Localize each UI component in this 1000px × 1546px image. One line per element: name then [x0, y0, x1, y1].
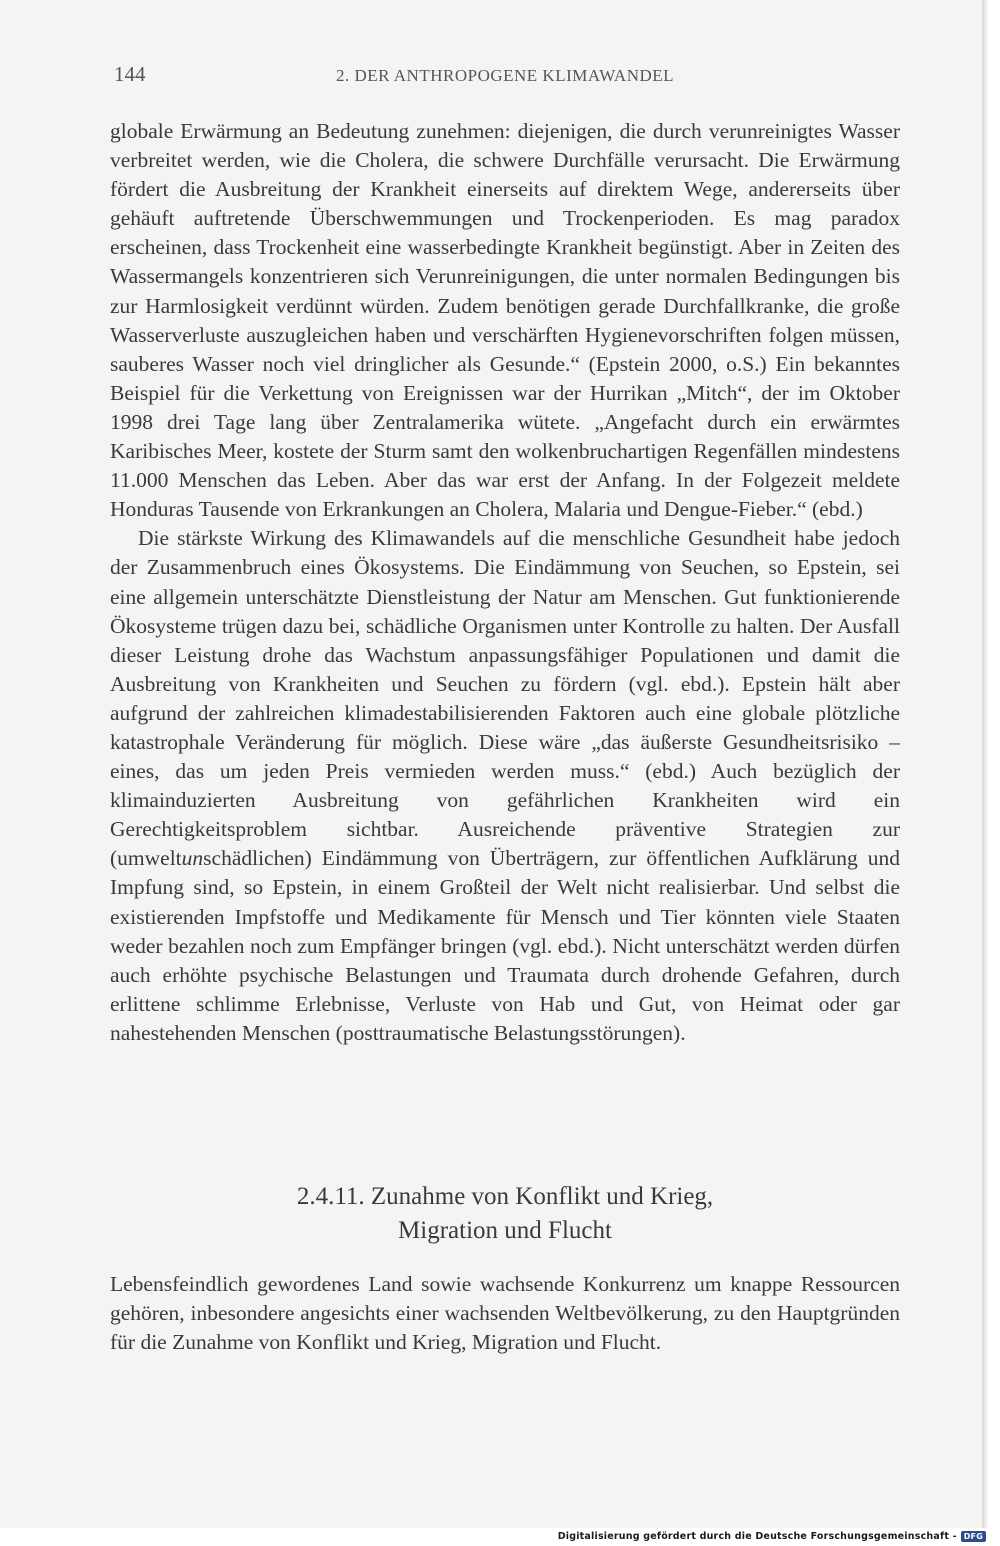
page-number: 144 — [114, 62, 146, 86]
emphasis: un — [181, 846, 204, 871]
section-heading-line: Migration und Flucht — [398, 1217, 612, 1244]
section-heading — [110, 1180, 900, 1248]
dfg-logo: DFG — [961, 1531, 986, 1542]
paragraph: Lebensfeindlich gewordenes Land sowie wachsende Konkurrenz um knappe Ressourcen gehören, inbesondere angesichts einer wachsenden Weltbevölkerung, zu den Hauptgründen für die Zunahme von Konflikt und Krieg, Migration und Flucht. — [110, 1272, 900, 1355]
paragraph-text: schädlichen) Eindämmung von Überträgern, zur öffentlichen Aufklärung und Impfung sind, so Epstein, in einem Großteil der Welt nicht realisierbar. Und selbst die existierenden Impfstoffe und Medikamente für Mensch und Tier könnten viele Staaten weder bezahlen noch zum Empfänger bringen (vgl. ebd.). Nicht unterschätzt werden dürfen auch erhöhte psychische Belastungen und Traumata durch drohende Gefahren, durch erlittene schlimme Erlebnisse, Verluste von Hab und Gut, von Heimat oder gar nahestehenden Menschen (posttraumatische Belastungsstörungen). — [110, 846, 900, 1045]
digitization-credit — [558, 1531, 986, 1542]
body-text — [110, 1270, 900, 1357]
running-head: 2. DER ANTHROPOGENE KLIMAWANDEL — [335, 66, 675, 85]
scan-edge — [982, 0, 1000, 1528]
page-header — [110, 62, 900, 92]
paragraph: globale Erwärmung an Bedeutung zunehmen: diejenigen, die durch verunreinigtes Wasser verbreitet werden, wie die Cholera, die schwere Durchfälle verursacht. Die Erwärmung fördert die Ausbreitung der Krankheit einerseits auf direktem Wege, andererseits über gehäuft auftretende Überschwemmungen und Trockenperioden. Es mag paradox erscheinen, dass Trockenheit eine wasserbedingte Krankheit begünstigt. Aber in Zeiten des Wassermangels konzentrieren sich Verunreinigungen, die unter normalen Bedingungen bis zur Harmlosigkeit verdünnt würden. Zudem benötigen gerade Durchfallkranke, die große Wasserverluste auszugleichen haben und verschärften Hygienevorschriften folgen müssen, sauberes Wasser noch viel dringlicher als Gesunde.“ (Epstein 2000, o.S.) Ein bekanntes Beispiel für die Verkettung von Ereignissen war der Hurrikan „Mitch“, der im Oktober 1998 drei Tage lang über Zentralamerika wütete. „Angefacht durch ein erwärmtes Karibisches Meer, kostete der Sturm samt den wolkenbruchartigen Regenfällen mindestens 11.000 Menschen das Leben. Aber das war erst der Anfang. In der Folgezeit meldete Honduras Tausende von Erkrankungen an Cholera, Malaria und Dengue-Fieber.“ (ebd.) — [110, 119, 900, 522]
paragraph — [110, 524, 900, 1048]
credit-text: Digitalisierung gefördert durch die Deutsche Forschungsgemeinschaft - — [557, 1531, 957, 1542]
paragraph-text: Die stärkste Wirkung des Klimawandels auf die menschliche Gesundheit habe jedoch der Zusammenbruch eines Ökosystems. Die Eindämmung von Seuchen, so Epstein, sei eine allgemein unterschätzte Dienstleistung der Natur am Menschen. Gut funktionierende Ökosysteme trügen dazu bei, schädliche Organismen unter Kontrolle zu halten. Der Ausfall dieser Leistung drohe das Wachstum anpassungsfähiger Populationen und damit die Ausbreitung von Krankheiten und Seuchen zu fördern (vgl. ebd.). Epstein hält aber aufgrund der zahlreichen klimadestabilisierenden Faktoren auch eine globale plötzliche katastrophale Veränderung für möglich. Diese wäre „das äußerste Gesundheitsrisiko – eines, das um jeden Preis vermieden werden muss.“ (ebd.) Auch bezüglich der klimainduzierten Ausbreitung von gefährlichen Krankheiten wird ein Gerechtigkeitsproblem sichtbar. Ausreichende präventive Strategien zur (umwelt — [110, 526, 900, 871]
body-text — [110, 117, 900, 1048]
section-heading-line: 2.4.11. Zunahme von Konflikt und Krieg, — [296, 1183, 714, 1210]
